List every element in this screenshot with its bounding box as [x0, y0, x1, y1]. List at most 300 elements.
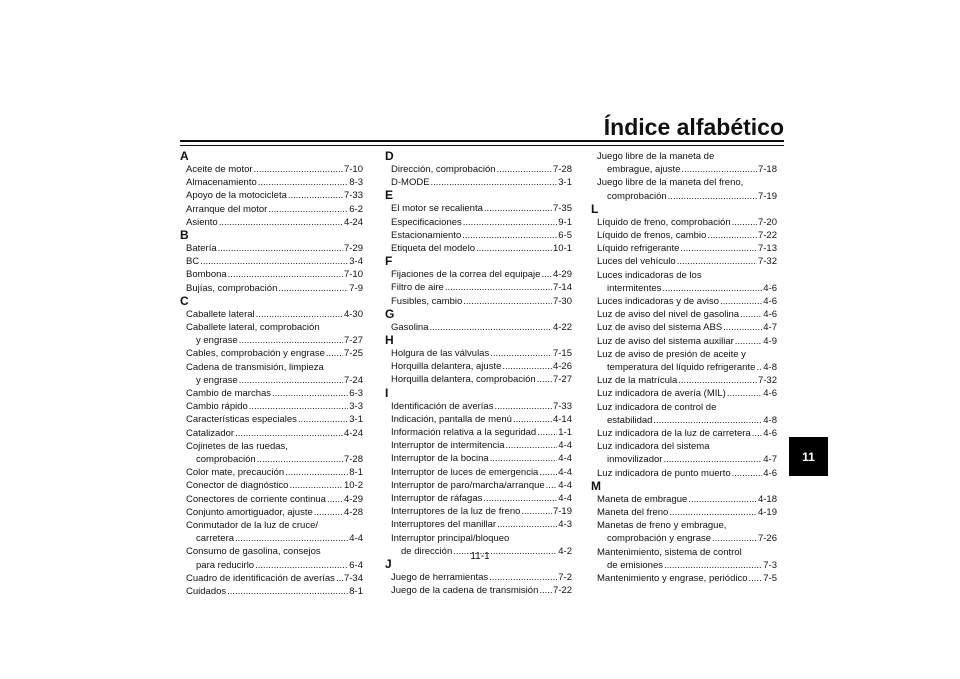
- entry-text: Gasolina: [391, 321, 429, 333]
- index-entry: [180, 427, 363, 440]
- entry-lead-text: Cojinetes de las ruedas,: [186, 440, 288, 452]
- dot-leader: [476, 242, 552, 255]
- index-entry: [385, 295, 572, 308]
- entry-row: [591, 282, 777, 295]
- entry-row: [180, 163, 363, 176]
- dot-leader: [490, 347, 552, 360]
- dot-leader: [735, 335, 763, 348]
- entry-text: Cuadro de identificación de averías: [186, 572, 335, 584]
- index-entry: [180, 176, 363, 189]
- entry-page: 7-32: [757, 375, 777, 387]
- entry-row: [591, 242, 777, 255]
- entry-page: 3-3: [349, 401, 363, 413]
- entry-page: 6-5: [558, 229, 572, 241]
- index-entry: [591, 295, 777, 308]
- entry-page: 4-29: [552, 269, 572, 281]
- entry-page: 8-3: [349, 177, 363, 189]
- index-entry: [591, 242, 777, 255]
- index-entry: [180, 572, 363, 585]
- entry-row: [591, 308, 777, 321]
- dot-leader: [463, 216, 558, 229]
- entry-page: 7-29: [343, 243, 363, 255]
- index-entry: [180, 506, 363, 519]
- index-entry: [385, 479, 572, 492]
- index-entry: [591, 440, 777, 466]
- entry-text: Filtro de aire: [391, 282, 444, 294]
- entry-text: Asiento: [186, 216, 218, 228]
- index-entry: [180, 440, 363, 466]
- entry-page: 7-26: [757, 533, 777, 545]
- entry-row: [385, 373, 572, 386]
- entry-text: Luz indicadora de punto muerto: [597, 467, 731, 479]
- entry-text: Fijaciones de la correa del equipaje: [391, 269, 541, 281]
- dot-leader: [235, 532, 348, 545]
- entry-text: Horquilla delantera, comprobación: [391, 374, 536, 386]
- entry-row: [180, 506, 363, 519]
- dot-leader: [740, 308, 762, 321]
- entry-lead-text: Juego libre de la maneta de: [597, 151, 715, 162]
- dot-leader: [521, 505, 552, 518]
- entry-page: 7-18: [757, 164, 777, 176]
- dot-leader: [537, 426, 557, 439]
- entry-text: Color mate, precaución: [186, 467, 285, 479]
- entry-row: [591, 427, 777, 440]
- entry-text: Maneta de embrague: [597, 493, 688, 505]
- dot-leader: [239, 334, 343, 347]
- index-column-1: [180, 150, 363, 598]
- entry-row: [180, 585, 363, 598]
- dot-leader: [732, 216, 757, 229]
- entry-text: D-MODE: [391, 177, 430, 189]
- dot-leader: [430, 321, 552, 334]
- entry-text: y engrase: [196, 335, 238, 347]
- page-number: 11-1: [470, 551, 490, 562]
- dot-leader: [653, 414, 762, 427]
- index-entry: [591, 269, 777, 295]
- dot-leader: [314, 506, 343, 519]
- entry-row: [180, 255, 363, 268]
- entry-page: 4-19: [757, 507, 777, 519]
- entry-page: 7-10: [343, 269, 363, 281]
- entry-text: comprobación: [196, 454, 256, 466]
- index-entry: [180, 519, 363, 545]
- entry-page: 7-14: [552, 282, 572, 294]
- entry-page: 4-6: [763, 296, 777, 308]
- entry-page: 6-2: [349, 203, 363, 215]
- entry-page: 7-19: [757, 190, 777, 202]
- entry-row: [591, 453, 777, 466]
- entry-row: [180, 268, 363, 281]
- entry-lead-text: Mantenimiento, sistema de control: [597, 546, 742, 558]
- dot-leader: [256, 308, 343, 321]
- entry-text: temperatura del líquido refrigerante: [607, 362, 756, 374]
- index-column-2: [385, 150, 572, 597]
- entry-page: 7-27: [552, 374, 572, 386]
- section-letter: I: [385, 385, 389, 400]
- dot-leader: [289, 479, 343, 492]
- index-entry: [385, 518, 572, 531]
- entry-text: de emisiones: [607, 559, 663, 571]
- entry-text: Batería: [186, 243, 217, 255]
- index-entry: [180, 493, 363, 506]
- entry-text: comprobación: [607, 190, 667, 202]
- section-letter: D: [385, 149, 394, 163]
- entry-row: [385, 242, 572, 255]
- index-entry: [591, 335, 777, 348]
- entry-text: comprobación y engrase: [607, 533, 712, 545]
- entry-page: 7-24: [343, 374, 363, 386]
- entry-text: Mantenimiento y engrase, periódico: [597, 573, 748, 585]
- entry-row: [180, 479, 363, 492]
- entry-row: [180, 308, 363, 321]
- entry-page: 3-1: [558, 177, 572, 189]
- entry-text: Caballete lateral: [186, 308, 255, 320]
- entry-page: 7-32: [757, 256, 777, 268]
- dot-leader: [258, 176, 349, 189]
- dot-leader: [235, 427, 343, 440]
- entry-page: 4-4: [558, 493, 572, 505]
- entry-row: [591, 321, 777, 334]
- section-letter: L: [591, 201, 599, 216]
- index-entry: [180, 282, 363, 295]
- dot-leader: [288, 189, 343, 202]
- entry-text: Catalizador: [186, 427, 235, 439]
- chapter-tab: 11: [789, 437, 828, 476]
- entry-page: 10-2: [343, 480, 363, 492]
- entry-page: 7-3: [763, 559, 777, 571]
- entry-text: Luz de aviso del nivel de gasolina: [597, 309, 740, 321]
- index-entry: [385, 373, 572, 386]
- entry-text: Conectores de corriente continua: [186, 493, 326, 505]
- entry-text: BC: [186, 256, 200, 268]
- section-letter: A: [180, 149, 189, 163]
- dot-leader: [497, 518, 557, 531]
- section-letter: E: [385, 188, 394, 203]
- entry-page: 10-1: [552, 243, 572, 255]
- entry-text: Interruptores del manillar: [391, 519, 497, 531]
- entry-row: [385, 281, 572, 294]
- dot-leader: [546, 479, 558, 492]
- entry-text: Cambio de marchas: [186, 388, 272, 400]
- entry-page: 4-22: [552, 321, 572, 333]
- entry-row: [385, 492, 572, 505]
- entry-page: 4-4: [558, 466, 572, 478]
- entry-page: 7-33: [552, 400, 572, 412]
- entry-text: Características especiales: [186, 414, 297, 426]
- entry-text: Interruptor de paro/marcha/arranque: [391, 479, 545, 491]
- entry-page: 4-30: [343, 308, 363, 320]
- entry-row: [591, 295, 777, 308]
- index-entry: [180, 387, 363, 400]
- index-entry: [591, 176, 777, 202]
- index-entry: [591, 493, 777, 506]
- index-entry: [180, 400, 363, 413]
- entry-page: 8-1: [349, 586, 363, 598]
- entry-lead-text: Luz indicadora del sistema: [597, 441, 710, 453]
- entry-text: Bujías, comprobación: [186, 282, 278, 294]
- entry-row: [591, 467, 777, 480]
- entry-row: [180, 242, 363, 255]
- entry-row: [591, 190, 777, 203]
- dot-leader: [490, 452, 558, 465]
- entry-row: [385, 479, 572, 492]
- index-entry: [591, 506, 777, 519]
- entry-page: 4-24: [343, 216, 363, 228]
- entry-row: [591, 374, 777, 387]
- header-rule-thick: [180, 140, 784, 142]
- index-entry: [180, 189, 363, 202]
- entry-text: Líquido de freno, comprobación: [597, 216, 731, 228]
- entry-text: Dirección, comprobación: [391, 164, 496, 175]
- index-entry: [180, 413, 363, 426]
- dot-leader: [285, 466, 348, 479]
- entry-row: [591, 361, 777, 374]
- dot-leader: [327, 493, 343, 506]
- entry-page: 9-1: [558, 216, 572, 228]
- dot-leader: [494, 400, 552, 413]
- dot-leader: [249, 400, 348, 413]
- entry-row: [385, 176, 572, 189]
- entry-lead-text: Luz de aviso de presión de aceite y: [597, 348, 746, 360]
- entry-row: [385, 584, 572, 597]
- entry-page: 3-4: [349, 256, 363, 268]
- dot-leader: [489, 571, 557, 584]
- index-column-3: [591, 150, 777, 585]
- dot-leader: [278, 282, 348, 295]
- dot-leader: [218, 242, 343, 255]
- index-entry: [180, 203, 363, 216]
- entry-row: [180, 282, 363, 295]
- entry-page: 4-9: [763, 335, 777, 347]
- entry-page: 4-29: [343, 493, 363, 505]
- entry-page: 4-2: [558, 545, 572, 557]
- entry-page: 7-22: [552, 585, 572, 597]
- entry-row: [180, 374, 363, 387]
- entry-page: 7-5: [763, 573, 777, 585]
- entry-text: Interruptor de la bocina: [391, 453, 489, 465]
- entry-text: Etiqueta del modelo: [391, 243, 475, 255]
- entry-row: [385, 571, 572, 584]
- entry-text: Juego de la cadena de transmisión: [391, 585, 539, 597]
- entry-lead-text: Luces indicadoras de los: [597, 269, 702, 281]
- entry-page: 4-6: [763, 309, 777, 321]
- entry-row: [591, 387, 777, 400]
- index-entry: [385, 439, 572, 452]
- entry-text: Cables, comprobación y engrase: [186, 348, 325, 360]
- entry-page: 7-25: [343, 348, 363, 360]
- entry-text: Información relativa a la seguridad: [391, 427, 537, 439]
- entry-page: 7-34: [343, 572, 363, 584]
- entry-row: [180, 203, 363, 216]
- entry-text: Interruptores de la luz de freno: [391, 506, 521, 518]
- dot-leader: [513, 413, 552, 426]
- entry-text: Cambio rápido: [186, 401, 248, 413]
- entry-row: [591, 255, 777, 268]
- dot-leader: [268, 203, 348, 216]
- dot-leader: [749, 572, 763, 585]
- entry-text: Especificaciones: [391, 216, 462, 228]
- index-entry: [591, 229, 777, 242]
- entry-text: Holgura de las válvulas: [391, 348, 490, 360]
- index-entry: [385, 413, 572, 426]
- entry-page: 8-1: [349, 467, 363, 479]
- dot-leader: [326, 347, 343, 360]
- entry-lead-text: Interruptor principal/bloqueo: [391, 532, 510, 544]
- entry-lead-text: Luz indicadora de control de: [597, 401, 717, 413]
- entry-text: embrague, ajuste: [607, 164, 681, 176]
- entry-text: Conector de diagnóstico: [186, 480, 289, 492]
- index-entry: [591, 348, 777, 374]
- entry-row: [591, 572, 777, 585]
- entry-page: 4-4: [558, 440, 572, 452]
- dot-leader: [502, 360, 552, 373]
- index-entry: [180, 466, 363, 479]
- entry-text: Interruptor de luces de emergencia: [391, 466, 539, 478]
- index-entry: [591, 150, 777, 176]
- entry-row: [180, 189, 363, 202]
- index-entry: [180, 163, 363, 176]
- index-entry: [385, 492, 572, 505]
- entry-page: 7-35: [552, 203, 572, 215]
- entry-row: [385, 452, 572, 465]
- entry-row: [385, 202, 572, 215]
- entry-text: Interruptor de intermitencia: [391, 440, 505, 452]
- index-entry: [385, 571, 572, 584]
- dot-leader: [255, 559, 348, 572]
- entry-row: [385, 426, 572, 439]
- dot-leader: [497, 163, 552, 176]
- index-entry: [385, 216, 572, 229]
- entry-row: [385, 400, 572, 413]
- entry-row: [591, 216, 777, 229]
- entry-row: [591, 229, 777, 242]
- entry-text: Fusibles, cambio: [391, 295, 463, 307]
- index-entry: [180, 545, 363, 571]
- entry-row: [385, 518, 572, 531]
- entry-page: 4-14: [552, 413, 572, 425]
- dot-leader: [720, 295, 762, 308]
- dot-leader: [227, 585, 348, 598]
- index-entry: [591, 216, 777, 229]
- entry-page: 4-6: [763, 467, 777, 479]
- entry-page: 4-3: [558, 519, 572, 531]
- entry-text: carretera: [196, 533, 235, 545]
- entry-text: Líquido refrigerante: [597, 243, 680, 255]
- index-entry: [180, 242, 363, 255]
- index-entry: [385, 400, 572, 413]
- entry-text: Indicación, pantalla de menú: [391, 413, 512, 425]
- entry-page: 7-28: [343, 454, 363, 466]
- dot-leader: [272, 387, 348, 400]
- entry-text: Apoyo de la motocicleta: [186, 190, 287, 202]
- entry-page: 1-1: [558, 427, 572, 439]
- index-entry: [385, 281, 572, 294]
- entry-page: 7-28: [552, 164, 572, 175]
- dot-leader: [663, 453, 762, 466]
- index-entry: [385, 584, 572, 597]
- index-entry: [385, 163, 572, 176]
- dot-leader: [681, 163, 757, 176]
- entry-page: 7-2: [558, 572, 572, 584]
- dot-leader: [257, 453, 343, 466]
- dot-leader: [336, 572, 343, 585]
- entry-page: 4-8: [763, 362, 777, 374]
- dot-leader: [537, 373, 552, 386]
- dot-leader: [506, 439, 558, 452]
- entry-text: para reducirlo: [196, 559, 255, 571]
- entry-text: Juego de herramientas: [391, 572, 489, 584]
- index-entry: [180, 585, 363, 598]
- dot-leader: [462, 229, 557, 242]
- index-entry: [180, 255, 363, 268]
- entry-row: [180, 176, 363, 189]
- index-entry: [591, 308, 777, 321]
- entry-text: Conjunto amortiguador, ajuste: [186, 506, 313, 518]
- entry-page: 6-3: [349, 388, 363, 400]
- index-entry: [591, 572, 777, 585]
- entry-text: Horquilla delantera, ajuste: [391, 361, 502, 373]
- entry-page: 7-30: [552, 295, 572, 307]
- entry-text: Luz indicadora de la luz de carretera: [597, 428, 751, 440]
- entry-row: [180, 493, 363, 506]
- entry-text: Luz de la matrícula: [597, 375, 678, 387]
- section-letter: F: [385, 254, 393, 269]
- entry-row: [180, 347, 363, 360]
- dot-leader: [688, 493, 757, 506]
- entry-lead-text: Conmutador de la luz de cruce/: [186, 520, 319, 532]
- index-entry: [591, 467, 777, 480]
- entry-row: [591, 163, 777, 176]
- entry-text: Luz de aviso del sistema auxiliar: [597, 335, 734, 347]
- dot-leader: [539, 466, 557, 479]
- index-entry: [591, 374, 777, 387]
- dot-leader: [707, 229, 757, 242]
- dot-leader: [200, 255, 348, 268]
- dot-leader: [680, 242, 757, 255]
- entry-row: [180, 387, 363, 400]
- entry-text: Líquido de frenos, cambio: [597, 230, 707, 242]
- entry-text: El motor se recalienta: [391, 203, 483, 215]
- entry-text: Arranque del motor: [186, 203, 268, 215]
- entry-text: Identificación de averías: [391, 400, 494, 412]
- section-letter: J: [385, 557, 392, 572]
- entry-row: [180, 216, 363, 229]
- entry-row: [385, 216, 572, 229]
- dot-leader: [668, 190, 757, 203]
- index-entry: [591, 519, 777, 545]
- entry-page: 7-27: [343, 335, 363, 347]
- entry-lead-text: Cadena de transmisión, limpieza: [186, 361, 324, 373]
- entry-text: estabilidad: [607, 414, 653, 426]
- entry-page: 7-10: [343, 164, 363, 175]
- index-entry: [591, 321, 777, 334]
- dot-leader: [677, 255, 757, 268]
- entry-row: [180, 334, 363, 347]
- index-entry: [385, 360, 572, 373]
- entry-row: [180, 453, 363, 466]
- index-entry: [180, 361, 363, 387]
- dot-leader: [298, 413, 348, 426]
- entry-text: de dirección: [401, 545, 453, 557]
- entry-text: inmovilizador: [607, 454, 663, 466]
- dot-leader: [445, 281, 552, 294]
- dot-leader: [219, 216, 343, 229]
- entry-page: 4-4: [558, 453, 572, 465]
- entry-page: 7-19: [552, 506, 572, 518]
- entry-row: [385, 505, 572, 518]
- dot-leader: [732, 467, 763, 480]
- entry-page: 7-9: [349, 282, 363, 294]
